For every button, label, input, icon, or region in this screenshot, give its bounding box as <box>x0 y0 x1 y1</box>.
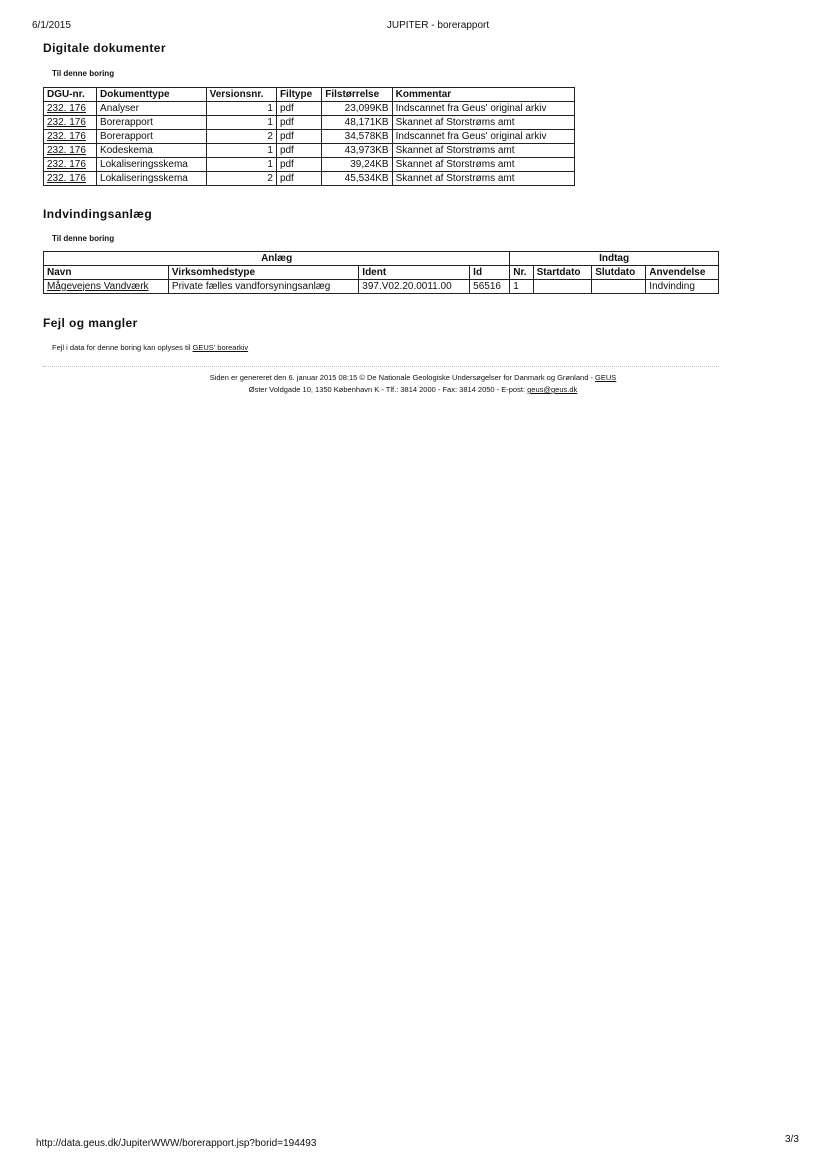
table-cell: Skannet af Storstrøms amt <box>392 172 574 186</box>
footer-text: Siden er genereret den 6. januar 2015 08:15 © De Nationale Geologiske Undersøgelser for Danmark og Grønland - <box>209 373 596 382</box>
table-group-row <box>44 252 719 266</box>
table-cell: 1 <box>206 144 276 158</box>
table-row <box>44 158 575 172</box>
table-cell: pdf <box>276 172 321 186</box>
table-row <box>44 130 575 144</box>
column-header: Nr. <box>510 266 533 280</box>
table-cell: 1 <box>206 158 276 172</box>
section-subheading-digital-docs: Til denne boring <box>52 69 115 78</box>
footer-address: Øster Voldgade 10, 1350 København K - Tlf.: 3814 2000 - Fax: 3814 2050 - E-post: <box>248 385 528 394</box>
geus-link[interactable]: GEUS <box>595 373 617 382</box>
column-header: Dokumenttype <box>97 88 207 102</box>
table-row <box>44 172 575 186</box>
dgu-link[interactable]: 232. 176 <box>47 172 86 184</box>
dgu-link[interactable]: 232. 176 <box>47 130 86 142</box>
table-cell: pdf <box>276 116 321 130</box>
table-cell: pdf <box>276 130 321 144</box>
column-header: Ident <box>359 266 470 280</box>
page-number: 3/3 <box>785 1134 799 1145</box>
table-cell: Analyser <box>97 102 207 116</box>
group-header-anlaeg: Anlæg <box>44 252 510 266</box>
print-date: 6/1/2015 <box>32 20 71 31</box>
column-header: Slutdato <box>592 266 646 280</box>
table-cell: 48,171KB <box>322 116 392 130</box>
table-cell: 2 <box>206 172 276 186</box>
table-cell: pdf <box>276 144 321 158</box>
table-cell: pdf <box>276 158 321 172</box>
table-cell: Private fælles vandforsyningsanlæg <box>168 280 358 294</box>
table-cell: Skannet af Storstrøms amt <box>392 158 574 172</box>
table-cell: 2 <box>206 130 276 144</box>
table-cell <box>592 280 646 294</box>
digital-docs-table <box>43 87 575 186</box>
table-cell: 39,24KB <box>322 158 392 172</box>
table-cell: Kodeskema <box>97 144 207 158</box>
intake-table <box>43 251 719 294</box>
email-link[interactable]: geus@geus.dk <box>527 385 578 394</box>
section-heading-digital-docs: Digitale dokumenter <box>43 41 166 55</box>
table-header-row <box>44 88 575 102</box>
table-cell: 23,099KB <box>322 102 392 116</box>
section-heading-errors: Fejl og mangler <box>43 316 138 330</box>
column-header: Anvendelse <box>646 266 719 280</box>
divider <box>43 366 719 367</box>
print-title: JUPITER - borerapport <box>386 20 490 31</box>
table-cell: 397.V02.20.0011.00 <box>359 280 470 294</box>
table-cell: Lokaliseringsskema <box>97 172 207 186</box>
table-cell: Skannet af Storstrøms amt <box>392 144 574 158</box>
table-cell: Indscannet fra Geus' original arkiv <box>392 130 574 144</box>
table-row <box>44 102 575 116</box>
table-cell: Borerapport <box>97 130 207 144</box>
table-cell: pdf <box>276 102 321 116</box>
footer-line-1 <box>0 373 826 382</box>
dgu-link[interactable]: 232. 176 <box>47 144 86 156</box>
table-row <box>44 144 575 158</box>
footer-line-2 <box>0 385 826 394</box>
table-cell: 1 <box>206 102 276 116</box>
column-header: Kommentar <box>392 88 574 102</box>
table-cell: 1 <box>206 116 276 130</box>
table-cell: Borerapport <box>97 116 207 130</box>
table-cell: Indvinding <box>646 280 719 294</box>
table-cell: 43,973KB <box>322 144 392 158</box>
table-cell: Indscannet fra Geus' original arkiv <box>392 102 574 116</box>
section-heading-intake: Indvindingsanlæg <box>43 207 153 221</box>
table-row <box>44 116 575 130</box>
section-subheading-intake: Til denne boring <box>52 234 115 243</box>
group-header-indtag: Indtag <box>510 252 719 266</box>
column-header: DGU-nr. <box>44 88 97 102</box>
table-cell: 34,578KB <box>322 130 392 144</box>
table-header-row <box>44 266 719 280</box>
table-cell: 56516 <box>470 280 510 294</box>
page-url: http://data.geus.dk/JupiterWWW/borerapport.jsp?borid=194493 <box>36 1138 317 1149</box>
table-row <box>44 280 719 294</box>
column-header: Filtype <box>276 88 321 102</box>
geus-archive-link[interactable]: GEUS' borearkiv <box>192 343 249 352</box>
table-cell: Lokaliseringsskema <box>97 158 207 172</box>
column-header: Navn <box>44 266 169 280</box>
errors-text: Fejl i data for denne boring kan oplyses til <box>52 343 193 352</box>
facility-link[interactable]: Mågevejens Vandværk <box>47 280 149 292</box>
column-header: Virksomhedstype <box>168 266 358 280</box>
dgu-link[interactable]: 232. 176 <box>47 116 86 128</box>
column-header: Id <box>470 266 510 280</box>
column-header: Versionsnr. <box>206 88 276 102</box>
dgu-link[interactable]: 232. 176 <box>47 102 86 114</box>
table-cell: 1 <box>510 280 533 294</box>
column-header: Filstørrelse <box>322 88 392 102</box>
column-header: Startdato <box>533 266 592 280</box>
table-cell: Skannet af Storstrøms amt <box>392 116 574 130</box>
errors-text-line <box>52 343 248 352</box>
table-cell <box>533 280 592 294</box>
table-cell: 45,534KB <box>322 172 392 186</box>
dgu-link[interactable]: 232. 176 <box>47 158 86 170</box>
